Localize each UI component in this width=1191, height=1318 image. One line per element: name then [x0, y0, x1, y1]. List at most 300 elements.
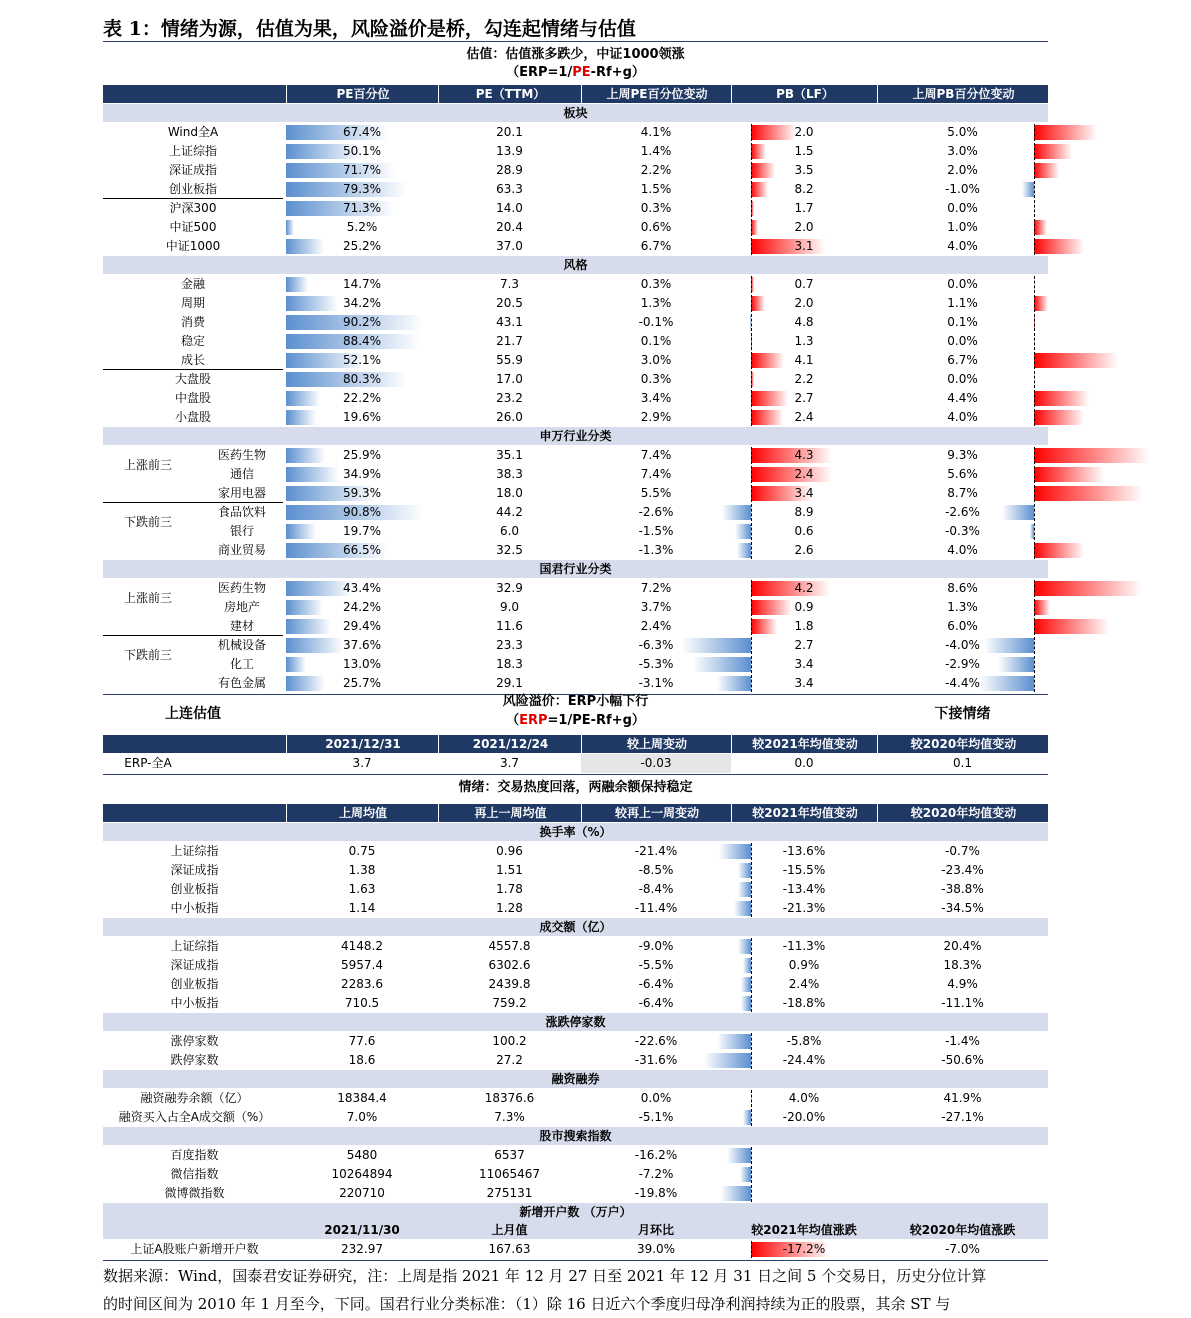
sentiment-v2: 4557.8	[488, 939, 531, 953]
erp-header	[103, 735, 1048, 753]
erp-bottom-rule	[103, 774, 1048, 775]
sentiment-row-label: 中小板指	[170, 901, 219, 915]
pe-value: 18.0	[496, 486, 523, 500]
pe-chg-value: 6.7%	[640, 239, 672, 253]
pe-pct-value: 19.7%	[342, 524, 382, 538]
row-label: 创业板指	[168, 182, 217, 196]
row-label: 食品饮料	[217, 505, 266, 519]
sentiment-row	[103, 1108, 1048, 1127]
pb-value: 2.7	[794, 391, 814, 405]
pe-value: 35.1	[496, 448, 523, 462]
valuation-row	[103, 313, 1048, 332]
formula-post: -Rf+g）	[590, 65, 645, 80]
pe-chg-value: -1.3%	[638, 543, 674, 557]
sentiment-v2: 759.2	[492, 996, 527, 1010]
valuation-section-2: 申万行业分类	[103, 427, 1048, 445]
sentiment-v4: -11.3%	[782, 939, 826, 953]
sentiment-chg: -19.8%	[634, 1186, 678, 1200]
pe-value: 63.3	[496, 182, 523, 196]
sentiment-row-label: 融资买入占全A成交额（%）	[118, 1110, 271, 1124]
sentiment-chg: -16.2%	[634, 1148, 678, 1162]
row-label: 周期	[180, 296, 205, 310]
pb-chg-value: 0.0%	[947, 372, 978, 386]
pe-chg-value: -6.3%	[638, 638, 674, 652]
pe-pct-value: 29.4%	[342, 619, 382, 633]
pe-pct-value: 80.3%	[342, 372, 382, 386]
pe-pct-value: 19.6%	[342, 410, 382, 424]
pb-chg-value: 5.0%	[947, 125, 978, 139]
pe-value: 20.1	[496, 125, 523, 139]
sentiment-v5: -34.5%	[941, 901, 984, 915]
erp-header-col-0: 2021/12/31	[286, 735, 439, 753]
pe-pct-value: 43.4%	[342, 581, 382, 595]
row-label: 中盘股	[174, 391, 211, 405]
sentiment-v5: 41.9%	[943, 1091, 982, 1105]
pe-value: 26.0	[496, 410, 523, 424]
pb-chg-value: 4.4%	[947, 391, 978, 405]
valuation-header-col-4: 上周PB百分位变动	[877, 85, 1049, 103]
pb-chg-value: -4.0%	[945, 638, 980, 652]
pb-chg-value: 2.0%	[947, 163, 978, 177]
pb-value: 4.1	[794, 353, 814, 367]
pb-chg-value: 6.7%	[947, 353, 978, 367]
sentiment-v4: -18.8%	[782, 996, 826, 1010]
pb-value: 1.5	[794, 144, 814, 158]
valuation-row	[103, 484, 1048, 503]
sentiment-change-axis	[751, 1185, 752, 1202]
row-label: 有色金属	[217, 676, 266, 690]
pe-chg-value: 3.4%	[640, 391, 672, 405]
sentiment-row	[103, 842, 1048, 861]
sentiment-chg: -21.4%	[634, 844, 678, 858]
sentiment-chg: -8.5%	[638, 863, 674, 877]
pe-chg-value: -0.1%	[638, 315, 674, 329]
sentiment-row	[103, 1032, 1048, 1051]
pe-pct-value: 79.3%	[342, 182, 382, 196]
pb-change-bar	[1034, 581, 1142, 596]
pb-change-bar	[1034, 486, 1143, 501]
pe-value: 20.5	[496, 296, 523, 310]
pe-chg-value: -5.3%	[638, 657, 674, 671]
erp-v4: 0.0	[794, 756, 814, 770]
valuation-row	[103, 446, 1048, 465]
sentiment-v2: 100.2	[492, 1034, 527, 1048]
valuation-row	[103, 161, 1048, 180]
formula-pre: （	[506, 713, 520, 728]
pb-chg-value: 5.6%	[947, 467, 978, 481]
erp-header-col-2: 较上周变动	[581, 735, 732, 753]
pe-chg-value: 2.4%	[640, 619, 672, 633]
pe-value: 32.9	[496, 581, 523, 595]
erp-row-label: ERP-全A	[124, 756, 172, 770]
valuation-row	[103, 503, 1048, 522]
sentiment-section-4: 股市搜索指数	[103, 1127, 1048, 1145]
pe-chg-value: 0.1%	[640, 334, 672, 348]
sentiment-heading: 情绪：交易热度回落，两融余额保持稳定	[458, 780, 693, 795]
erp-v5: 0.1	[952, 756, 973, 770]
pb-chg-value: 9.3%	[947, 448, 978, 462]
sentiment-row	[103, 975, 1048, 994]
pe-chg-value: 3.7%	[640, 600, 672, 614]
sentiment-chg: 0.0%	[640, 1091, 672, 1105]
valuation-row	[103, 522, 1048, 541]
valuation-header-col-1: PE（TTM）	[438, 85, 582, 103]
formula-post: =1/PE-Rf+g）	[547, 713, 645, 728]
sentiment-v1: 1.14	[348, 901, 376, 915]
new-accounts-row	[103, 1240, 1048, 1259]
row-label: 深证成指	[168, 163, 217, 177]
pe-pct-value: 59.3%	[342, 486, 382, 500]
sentiment-v1: 710.5	[344, 996, 380, 1010]
valuation-row	[103, 598, 1048, 617]
sentiment-v4: 4.0%	[788, 1091, 820, 1105]
sentiment-chg: -6.4%	[638, 977, 674, 991]
pe-pct-value: 88.4%	[342, 334, 382, 348]
valuation-row	[103, 180, 1048, 199]
sentiment-v2: 2439.8	[488, 977, 531, 991]
formula-pre: （ERP=1/	[506, 65, 573, 80]
sentiment-v4: -5.8%	[786, 1034, 822, 1048]
pe-chg-value: -2.6%	[638, 505, 674, 519]
new-accounts-col-4: 较2020年均值涨跌	[909, 1223, 1016, 1237]
group-label: 上涨前三	[123, 591, 172, 605]
row-label: 金融	[180, 277, 205, 291]
pb-chg-value: 4.0%	[947, 410, 978, 424]
pb-value: 2.0	[794, 125, 814, 139]
pb-chg-value: 4.0%	[947, 543, 978, 557]
sentiment-v2: 27.2	[496, 1053, 523, 1067]
sentiment-row-label: 融资融券余额（亿）	[140, 1091, 249, 1105]
erp-v1: 3.7	[352, 756, 372, 770]
new-accounts-v2: 167.63	[488, 1242, 531, 1256]
pb-value: 3.4	[794, 486, 814, 500]
pb-value: 0.9	[794, 600, 814, 614]
sentiment-row-label: 深证成指	[170, 863, 219, 877]
pb-chg-value: 6.0%	[947, 619, 978, 633]
pe-value: 29.1	[496, 676, 523, 690]
row-label: 通信	[229, 467, 254, 481]
sentiment-v1: 10264894	[331, 1167, 393, 1181]
valuation-row	[103, 541, 1048, 560]
sentiment-v2: 1.28	[496, 901, 523, 915]
pb-chg-value: 1.3%	[947, 600, 978, 614]
sentiment-v4: -24.4%	[782, 1053, 826, 1067]
page-title: 表 1：情绪为源，估值为果，风险溢价是桥，勾连起情绪与估值	[103, 18, 636, 40]
pe-value: 14.0	[496, 201, 523, 215]
sentiment-header-col-1: 再上一周均值	[438, 804, 582, 822]
valuation-row	[103, 351, 1048, 370]
sentiment-header	[103, 804, 1048, 822]
sentiment-v2: 7.3%	[494, 1110, 525, 1124]
pb-value: 8.2	[794, 182, 814, 196]
pe-chg-value: -1.5%	[638, 524, 674, 538]
sentiment-chg: -6.4%	[638, 996, 674, 1010]
sentiment-row-label: 微信指数	[170, 1167, 219, 1181]
sentiment-row	[103, 880, 1048, 899]
pb-value: 8.9	[794, 505, 814, 519]
pb-value: 3.5	[794, 163, 814, 177]
pe-chg-value: 2.9%	[640, 410, 672, 424]
sentiment-v1: 7.0%	[346, 1110, 378, 1124]
pb-chg-value: -2.9%	[945, 657, 980, 671]
row-label: 上证综指	[168, 144, 217, 158]
erp-header-col-4: 较2020年均值变动	[877, 735, 1049, 753]
pe-value: 32.5	[496, 543, 523, 557]
pb-value: 1.8	[794, 619, 814, 633]
sentiment-v5: -27.1%	[941, 1110, 984, 1124]
footnote-line: 的时间区间为 2010 年 1 月至今，下同。国君行业分类标准：（1）除 16 日近六个季度归母净利润持续为正的股票，其余 ST 与	[103, 1295, 951, 1313]
pe-pct-value: 67.4%	[342, 125, 382, 139]
sentiment-v2: 1.78	[496, 882, 523, 896]
row-label: 成长	[180, 353, 205, 367]
sentiment-v2: 6302.6	[488, 958, 531, 972]
pb-value: 1.7	[794, 201, 814, 215]
new-accounts-col-2: 月环比	[637, 1223, 674, 1237]
sentiment-row-label: 上证综指	[170, 939, 219, 953]
pe-pct-value: 25.7%	[342, 676, 382, 690]
sentiment-row	[103, 1184, 1048, 1203]
title-rule	[103, 41, 1048, 42]
sentiment-row-label: 跌停家数	[170, 1053, 219, 1067]
valuation-section-0: 板块	[103, 104, 1048, 122]
pb-chg-value: 8.6%	[947, 581, 978, 595]
row-label: 银行	[229, 524, 254, 538]
sentiment-v4: 2.4%	[788, 977, 820, 991]
sentiment-v1: 4148.2	[341, 939, 383, 953]
pe-pct-value: 37.6%	[342, 638, 382, 652]
pb-chg-value: 1.0%	[947, 220, 978, 234]
valuation-heading: 估值：估值涨多跌少，中证1000领涨	[466, 47, 685, 62]
pe-chg-value: 4.1%	[640, 125, 672, 139]
new-accounts-label: 上证A股账户新增开户数	[130, 1242, 259, 1256]
sentiment-v2: 11065467	[478, 1167, 541, 1181]
sentiment-v4: -15.5%	[782, 863, 826, 877]
row-label: 小盘股	[174, 410, 211, 424]
pe-pct-value: 90.8%	[342, 505, 382, 519]
sentiment-row	[103, 1165, 1048, 1184]
pb-value: 0.7	[794, 277, 814, 291]
pe-value: 13.9	[496, 144, 523, 158]
pb-value: 3.1	[794, 239, 814, 253]
pb-chg-value: 3.0%	[947, 144, 978, 158]
pe-value: 6.0	[499, 524, 520, 538]
pb-chg-value: -2.6%	[945, 505, 980, 519]
pe-value: 11.6	[496, 619, 523, 633]
pb-value: 4.8	[794, 315, 814, 329]
pb-chg-value: -0.3%	[945, 524, 980, 538]
sentiment-v1: 77.6	[348, 1034, 376, 1048]
pb-value: 2.0	[794, 220, 814, 234]
row-label: 沪深300	[169, 201, 217, 215]
sentiment-row	[103, 1051, 1048, 1070]
sentiment-chg: -5.5%	[638, 958, 674, 972]
new-accounts-section: 新增开户数 （万户）	[103, 1203, 1048, 1221]
new-accounts-v4: -17.2%	[782, 1242, 826, 1256]
sentiment-v1: 0.75	[348, 844, 376, 858]
sentiment-row	[103, 861, 1048, 880]
erp-left-label: 上连估值	[165, 706, 221, 722]
sentiment-header-col-3: 较2021年均值变动	[731, 804, 878, 822]
pe-value: 44.2	[496, 505, 523, 519]
sentiment-chg: -9.0%	[638, 939, 674, 953]
pe-pct-value: 34.9%	[342, 467, 382, 481]
sentiment-row	[103, 1089, 1048, 1108]
erp-header-col-3: 较2021年均值变动	[731, 735, 878, 753]
sentiment-row-label: 上证综指	[170, 844, 219, 858]
sentiment-v5: -11.1%	[941, 996, 984, 1010]
sentiment-row	[103, 956, 1048, 975]
pe-pct-value: 71.3%	[342, 201, 382, 215]
sentiment-v5: 4.9%	[947, 977, 978, 991]
sentiment-header-col-2: 较再上一周变动	[581, 804, 732, 822]
valuation-header	[103, 85, 1048, 103]
pe-chg-value: 7.4%	[640, 448, 672, 462]
pb-value: 0.6	[794, 524, 814, 538]
row-label: 建材	[229, 619, 254, 633]
sentiment-v1: 5957.4	[341, 958, 383, 972]
sentiment-row-label: 创业板指	[170, 882, 219, 896]
pe-chg-value: 7.2%	[640, 581, 672, 595]
pb-chg-value: 0.1%	[947, 315, 978, 329]
group-label: 下跌前三	[123, 648, 172, 662]
row-label: 商业贸易	[217, 543, 266, 557]
pe-pct-value: 14.7%	[342, 277, 382, 291]
new-accounts-chg: 39.0%	[636, 1242, 676, 1256]
pe-chg-value: 0.3%	[640, 201, 672, 215]
pe-chg-value: 3.0%	[640, 353, 672, 367]
row-label: 医药生物	[217, 581, 266, 595]
valuation-row	[103, 579, 1048, 598]
row-label: 家用电器	[217, 486, 266, 500]
valuation-row	[103, 408, 1048, 427]
sentiment-v4: -21.3%	[782, 901, 826, 915]
sentiment-v1: 220710	[339, 1186, 385, 1200]
pe-value: 23.3	[496, 638, 523, 652]
pe-value: 9.0	[499, 600, 520, 614]
pe-pct-value: 22.2%	[342, 391, 382, 405]
pe-value: 17.0	[496, 372, 523, 386]
valuation-row	[103, 294, 1048, 313]
sentiment-section-1: 成交额（亿）	[103, 918, 1048, 936]
pe-pct-value: 24.2%	[342, 600, 382, 614]
pe-value: 21.7	[496, 334, 523, 348]
pb-chg-value: 0.0%	[947, 334, 978, 348]
pe-value: 43.1	[496, 315, 523, 329]
pe-value: 55.9	[496, 353, 523, 367]
sentiment-row-label: 百度指数	[170, 1148, 219, 1162]
sentiment-row	[103, 994, 1048, 1013]
sentiment-v1: 18.6	[348, 1053, 376, 1067]
valuation-section-3: 国君行业分类	[103, 560, 1048, 578]
pb-change-bar	[1034, 448, 1150, 463]
new-accounts-col-3: 较2021年均值涨跌	[751, 1223, 857, 1237]
valuation-row	[103, 389, 1048, 408]
pe-chg-value: 1.4%	[640, 144, 672, 158]
pe-pct-value: 25.9%	[342, 448, 382, 462]
sentiment-v5: -50.6%	[941, 1053, 984, 1067]
sentiment-v5: -0.7%	[945, 844, 980, 858]
pb-chg-value: 8.7%	[947, 486, 978, 500]
sentiment-v2: 0.96	[496, 844, 523, 858]
pe-value: 20.4	[496, 220, 523, 234]
pe-pct-value: 50.1%	[342, 144, 382, 158]
pe-chg-value: 1.3%	[640, 296, 672, 310]
sentiment-section-2: 涨跌停家数	[103, 1013, 1048, 1031]
group-label: 上涨前三	[123, 458, 172, 472]
sentiment-chg: -22.6%	[634, 1034, 678, 1048]
pb-chg-value: 4.0%	[947, 239, 978, 253]
sentiment-v1: 18384.4	[337, 1091, 387, 1105]
pe-pct-value: 5.2%	[346, 220, 378, 234]
sentiment-chg: -7.2%	[638, 1167, 674, 1181]
pb-chg-value: -1.0%	[945, 182, 980, 196]
sentiment-row	[103, 937, 1048, 956]
pe-chg-value: -3.1%	[638, 676, 674, 690]
sentiment-v2: 6537	[494, 1148, 525, 1162]
row-label: Wind全A	[167, 125, 219, 139]
pe-chg-value: 0.3%	[640, 277, 672, 291]
sentiment-row-label: 中小板指	[170, 996, 219, 1010]
new-accounts-v1: 232.97	[341, 1242, 383, 1256]
pb-value: 2.4	[794, 410, 814, 424]
pb-chg-value: -4.4%	[945, 676, 980, 690]
new-accounts-col-1: 上月值	[491, 1223, 528, 1237]
erp-row	[103, 754, 1048, 773]
pe-pct-value: 13.0%	[342, 657, 382, 671]
sentiment-v5: 20.4%	[943, 939, 982, 953]
pe-pct-value: 52.1%	[342, 353, 382, 367]
sentiment-section-3: 融资融券	[103, 1070, 1048, 1088]
pe-chg-value: 1.5%	[640, 182, 672, 196]
sentiment-v4: -13.6%	[782, 844, 826, 858]
formula-line	[103, 64, 1048, 82]
pb-value: 3.4	[794, 676, 814, 690]
valuation-row	[103, 123, 1048, 142]
erp-v2: 3.7	[499, 756, 520, 770]
new-accounts-v5: -7.0%	[945, 1242, 980, 1256]
sentiment-row-label: 微博微指数	[164, 1186, 225, 1200]
sentiment-change-axis	[751, 1166, 752, 1183]
row-label: 大盘股	[174, 372, 211, 386]
valuation-section-1: 风格	[103, 256, 1048, 274]
pe-chg-value: 0.6%	[640, 220, 672, 234]
pe-pct-value: 71.7%	[342, 163, 382, 177]
sentiment-v1: 5480	[346, 1148, 378, 1162]
pe-value: 37.0	[496, 239, 523, 253]
valuation-header-col-3: PB（LF）	[731, 85, 878, 103]
row-label: 消费	[180, 315, 205, 329]
sentiment-v4: -20.0%	[782, 1110, 826, 1124]
valuation-row	[103, 465, 1048, 484]
pb-value: 3.4	[794, 657, 814, 671]
valuation-header-col-2: 上周PE百分位变动	[581, 85, 732, 103]
pb-value: 4.2	[794, 581, 814, 595]
pe-pct-value: 25.2%	[342, 239, 382, 253]
sentiment-v2: 18376.6	[484, 1091, 535, 1105]
formula-red: ERP	[519, 713, 548, 728]
sentiment-change-bar	[740, 1167, 751, 1182]
sentiment-header-col-4: 较2020年均值变动	[877, 804, 1049, 822]
sentiment-row	[103, 1146, 1048, 1165]
pb-value: 1.3	[794, 334, 814, 348]
sentiment-v1: 1.63	[348, 882, 376, 896]
sentiment-chg: -8.4%	[638, 882, 674, 896]
new-accounts-col-0: 2021/11/30	[324, 1223, 400, 1237]
pb-chg-value: 0.0%	[947, 277, 978, 291]
sentiment-bottom-rule	[103, 1260, 1048, 1261]
valuation-row	[103, 655, 1048, 674]
row-label: 稳定	[180, 334, 205, 348]
